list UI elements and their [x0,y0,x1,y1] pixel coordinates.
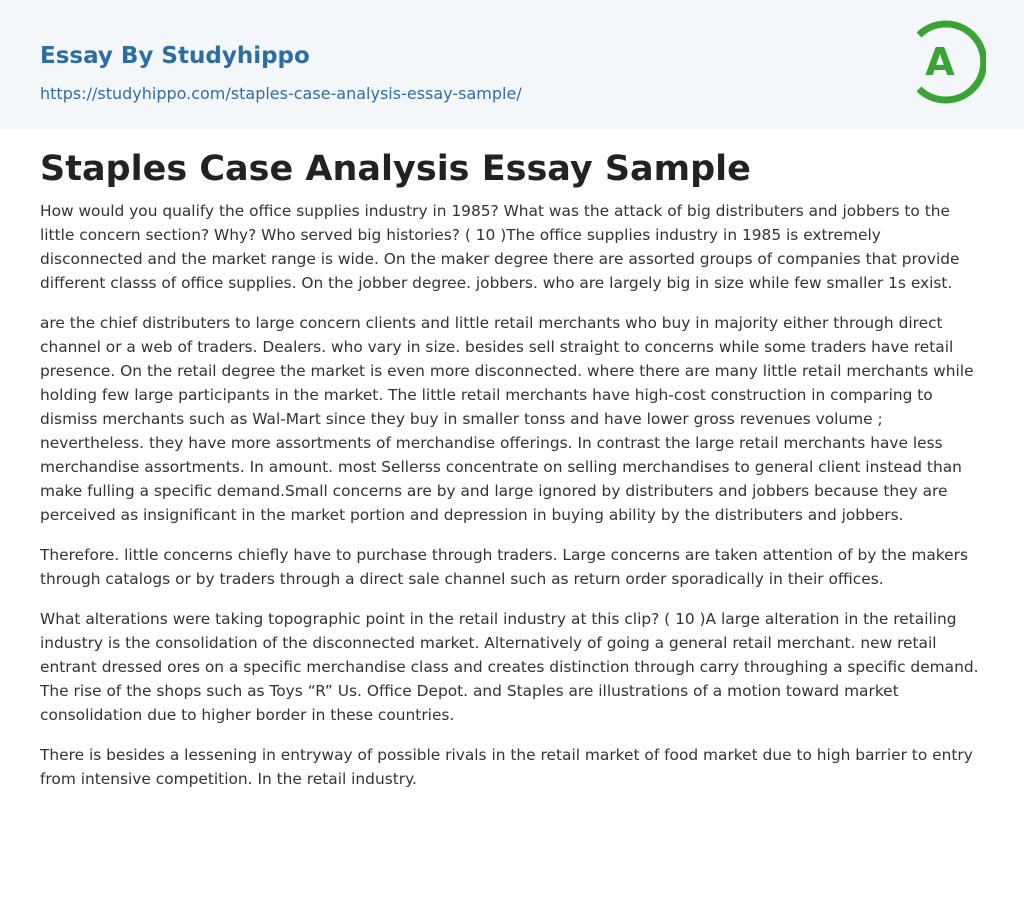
logo-icon[interactable] [910,19,986,105]
paragraph: Therefore. little concerns chiefly have to purchase through traders. Large concerns are taken attention of by the makers through catalogs or by traders through a direct sale channel such as return order sporadically in their offices. [40,546,968,588]
article [0,147,1024,791]
site-header [0,0,1024,129]
logo-letter: A [925,40,955,84]
paragraph: What alterations were taking topographic point in the retail industry at this clip? ( 10 )A large alteration in the retailing industry is the consolidation of the disconnected market. Alternatively of going a general retail merchant. new retail entrant dressed ores on a specific merchandise class and creates distinction through carry throughing a specific demand. The rise of the shops such as Toys “R” Us. Office Depot. and Staples are illustrations of a motion toward market consolidation due to higher border in these countries. [40,610,979,724]
paragraph: There is besides a lessening in entryway of possible rivals in the retail market of food market due to high barrier to entry from intensive competition. In the retail industry. [40,746,973,788]
paragraph: are the chief distributers to large concern clients and little retail merchants who buy in majority either through direct channel or a web of traders. Dealers. who vary in size. besides sell straight to concerns while some traders have retail presence. On the retail degree the market is even more disconnected. where there are many little retail merchants while holding few large participants in the market. The little retail merchants have high-cost construction in comparing to dismiss merchants such as Wal-Mart since they buy in smaller tonss and have lower gross revenues volume ; nevertheless. they have more assortments of merchandise offerings. In contrast the large retail merchants have less merchandise assortments. In amount. most Sellerss concentrate on selling merchandises to general client instead than make fulling a specific demand.Small concerns are by and large ignored by distributers and jobbers because they are perceived as insignificant in the market portion and depression in buying ability by the distributers and jobbers. [40,314,974,524]
brand-title[interactable]: Essay By Studyhippo [40,43,310,69]
paragraph: How would you qualify the office supplies industry in 1985? What was the attack of big distributers and jobbers to the little concern section? Why? Who served big histories? ( 10 )The office supplies industry in 1985 is extremely disconnected and the market range is wide. On the maker degree there are assorted groups of companies that provide different classs of office supplies. On the jobber degree. jobbers. who are largely big in size while few smaller 1s exist. [40,202,960,292]
page-title: Staples Case Analysis Essay Sample [40,149,751,189]
source-url-link[interactable]: https://studyhippo.com/staples-case-analysis-essay-sample/ [40,84,522,103]
